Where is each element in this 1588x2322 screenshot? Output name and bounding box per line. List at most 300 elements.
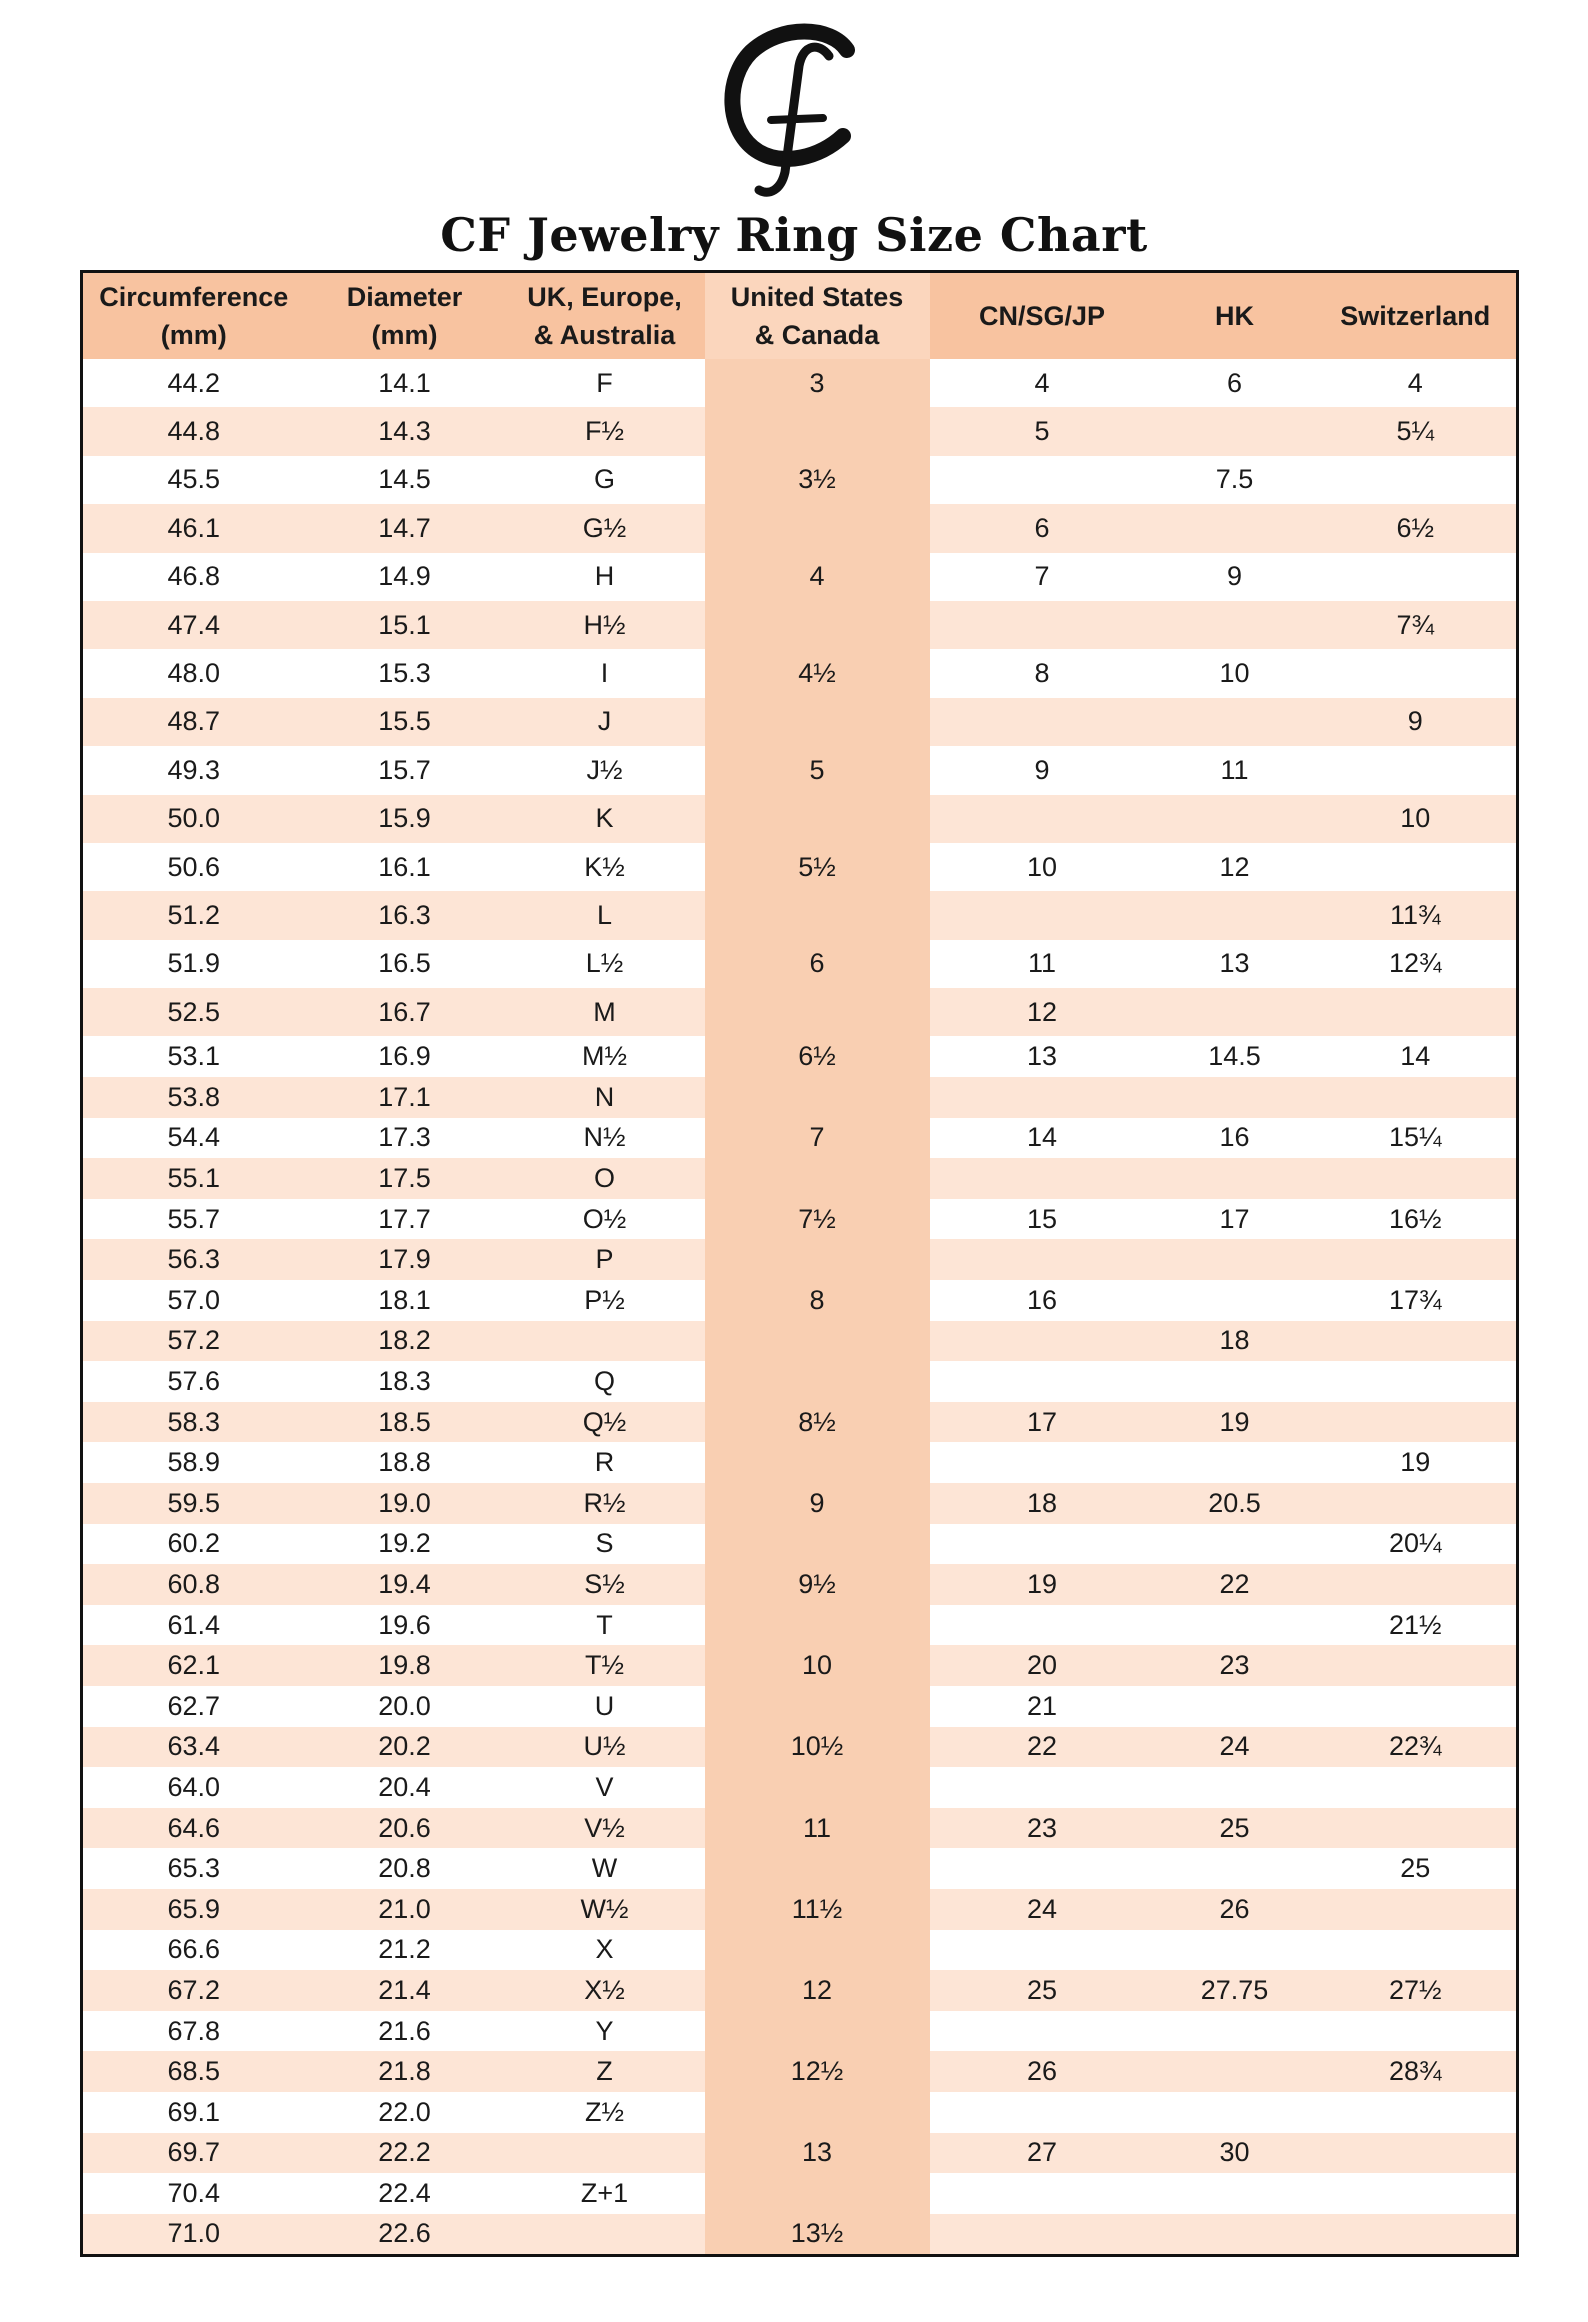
cell-cn-sg-jp: 18 — [930, 1483, 1155, 1524]
table-row — [82, 1158, 1518, 1199]
cell-circumference: 64.0 — [82, 1767, 305, 1808]
cell-cn-sg-jp — [930, 1158, 1155, 1199]
cell-switzerland: 21½ — [1315, 1605, 1518, 1646]
table-row — [82, 1280, 1518, 1321]
cell-switzerland: 9 — [1315, 698, 1518, 746]
cell-cn-sg-jp — [930, 1848, 1155, 1889]
cell-uk: O — [505, 1158, 705, 1199]
cell-diameter: 15.5 — [305, 698, 505, 746]
cell-circumference: 46.8 — [82, 553, 305, 601]
cell-cn-sg-jp: 4 — [930, 359, 1155, 407]
cell-cn-sg-jp — [930, 891, 1155, 939]
cell-cn-sg-jp — [930, 1442, 1155, 1483]
cell-switzerland — [1315, 1361, 1518, 1402]
cell-us — [705, 1524, 930, 1565]
cell-circumference: 68.5 — [82, 2051, 305, 2092]
cell-diameter: 17.3 — [305, 1118, 505, 1159]
table-row — [82, 407, 1518, 455]
cell-diameter: 21.2 — [305, 1930, 505, 1971]
cell-switzerland: 20¼ — [1315, 1524, 1518, 1565]
cell-uk: X½ — [505, 1970, 705, 2011]
cell-uk: Q½ — [505, 1402, 705, 1443]
cell-uk: K — [505, 795, 705, 843]
cell-hk: 11 — [1155, 746, 1315, 794]
cell-circumference: 66.6 — [82, 1930, 305, 1971]
cell-diameter: 19.0 — [305, 1483, 505, 1524]
cell-cn-sg-jp: 25 — [930, 1970, 1155, 2011]
table-row — [82, 1199, 1518, 1240]
cell-circumference: 52.5 — [82, 988, 305, 1036]
table-row — [82, 1361, 1518, 1402]
cell-circumference: 55.7 — [82, 1199, 305, 1240]
cell-diameter: 15.1 — [305, 601, 505, 649]
cell-hk — [1155, 1686, 1315, 1727]
cell-hk — [1155, 601, 1315, 649]
table-body — [82, 359, 1518, 2256]
cell-cn-sg-jp: 7 — [930, 553, 1155, 601]
cell-hk — [1155, 1280, 1315, 1321]
cell-circumference: 46.1 — [82, 504, 305, 552]
cell-uk: I — [505, 649, 705, 697]
cell-hk: 24 — [1155, 1727, 1315, 1768]
table-row — [82, 2214, 1518, 2256]
cell-cn-sg-jp: 17 — [930, 1402, 1155, 1443]
cell-circumference: 62.1 — [82, 1645, 305, 1686]
table-row — [82, 456, 1518, 504]
cell-hk: 26 — [1155, 1889, 1315, 1930]
cell-hk: 13 — [1155, 940, 1315, 988]
cell-cn-sg-jp: 6 — [930, 504, 1155, 552]
cell-cn-sg-jp: 10 — [930, 843, 1155, 891]
cell-us: 8½ — [705, 1402, 930, 1443]
cell-cn-sg-jp: 9 — [930, 746, 1155, 794]
cell-circumference: 45.5 — [82, 456, 305, 504]
cell-hk — [1155, 795, 1315, 843]
cell-switzerland — [1315, 1321, 1518, 1362]
cell-us: 3 — [705, 359, 930, 407]
table-row — [82, 359, 1518, 407]
cell-uk: J — [505, 698, 705, 746]
cell-switzerland: 10 — [1315, 795, 1518, 843]
cell-uk — [505, 2133, 705, 2174]
cell-us — [705, 601, 930, 649]
cell-diameter: 19.2 — [305, 1524, 505, 1565]
cell-uk: P — [505, 1239, 705, 1280]
table-row — [82, 2092, 1518, 2133]
cell-hk — [1155, 988, 1315, 1036]
cell-uk: Y — [505, 2011, 705, 2052]
cell-circumference: 44.8 — [82, 407, 305, 455]
cell-cn-sg-jp — [930, 1930, 1155, 1971]
header-uk-europe-australia: UK, Europe, & Australia — [505, 272, 705, 360]
cell-switzerland — [1315, 746, 1518, 794]
header-row — [82, 272, 1518, 360]
cell-circumference: 56.3 — [82, 1239, 305, 1280]
cell-uk: M — [505, 988, 705, 1036]
cell-circumference: 65.9 — [82, 1889, 305, 1930]
cell-us — [705, 795, 930, 843]
cell-circumference: 51.9 — [82, 940, 305, 988]
header-diameter: Diameter (mm) — [305, 272, 505, 360]
cell-circumference: 58.3 — [82, 1402, 305, 1443]
table-row — [82, 1442, 1518, 1483]
cell-switzerland — [1315, 1686, 1518, 1727]
cell-circumference: 60.2 — [82, 1524, 305, 1565]
cell-circumference: 54.4 — [82, 1118, 305, 1159]
cell-uk: M½ — [505, 1036, 705, 1077]
table-row — [82, 2011, 1518, 2052]
cell-circumference: 67.2 — [82, 1970, 305, 2011]
cell-diameter: 18.3 — [305, 1361, 505, 1402]
table-row — [82, 2051, 1518, 2092]
cell-diameter: 22.4 — [305, 2173, 505, 2214]
cell-circumference: 69.1 — [82, 2092, 305, 2133]
cell-switzerland — [1315, 1930, 1518, 1971]
cell-hk: 10 — [1155, 649, 1315, 697]
cell-us — [705, 407, 930, 455]
table-row — [82, 1889, 1518, 1930]
cell-hk: 7.5 — [1155, 456, 1315, 504]
cell-uk: V — [505, 1767, 705, 1808]
cell-hk: 20.5 — [1155, 1483, 1315, 1524]
cell-hk — [1155, 1442, 1315, 1483]
cell-us — [705, 1239, 930, 1280]
cell-uk: U — [505, 1686, 705, 1727]
cell-uk: R½ — [505, 1483, 705, 1524]
table-row — [82, 1524, 1518, 1565]
cell-us: 6½ — [705, 1036, 930, 1077]
cell-switzerland: 25 — [1315, 1848, 1518, 1889]
cell-us — [705, 2092, 930, 2133]
cell-diameter: 22.0 — [305, 2092, 505, 2133]
cell-switzerland: 4 — [1315, 359, 1518, 407]
table-row — [82, 1848, 1518, 1889]
cell-uk: R — [505, 1442, 705, 1483]
table-row — [82, 698, 1518, 746]
cell-circumference: 71.0 — [82, 2214, 305, 2256]
cell-us — [705, 1321, 930, 1362]
cell-switzerland — [1315, 2133, 1518, 2174]
cell-diameter: 20.2 — [305, 1727, 505, 1768]
cell-switzerland — [1315, 1564, 1518, 1605]
cell-diameter: 14.9 — [305, 553, 505, 601]
cell-diameter: 16.1 — [305, 843, 505, 891]
cell-hk — [1155, 1077, 1315, 1118]
cell-cn-sg-jp — [930, 2092, 1155, 2133]
cell-cn-sg-jp — [930, 1361, 1155, 1402]
cell-switzerland: 12¾ — [1315, 940, 1518, 988]
table-row — [82, 2133, 1518, 2174]
header-us-canada: United States & Canada — [705, 272, 930, 360]
cell-us — [705, 1077, 930, 1118]
cell-cn-sg-jp: 5 — [930, 407, 1155, 455]
cell-us — [705, 1442, 930, 1483]
cell-switzerland — [1315, 2214, 1518, 2256]
table-row — [82, 1402, 1518, 1443]
cell-us — [705, 2173, 930, 2214]
cell-cn-sg-jp: 8 — [930, 649, 1155, 697]
cell-us — [705, 1158, 930, 1199]
cell-hk — [1155, 2214, 1315, 2256]
cell-diameter: 14.1 — [305, 359, 505, 407]
cell-uk: G — [505, 456, 705, 504]
cell-us — [705, 1930, 930, 1971]
cell-hk — [1155, 698, 1315, 746]
table-row — [82, 988, 1518, 1036]
table-row — [82, 1605, 1518, 1646]
cell-circumference: 57.2 — [82, 1321, 305, 1362]
header-switzerland: Switzerland — [1315, 272, 1518, 360]
cell-cn-sg-jp — [930, 1239, 1155, 1280]
table-row — [82, 649, 1518, 697]
table-row — [82, 553, 1518, 601]
cell-switzerland — [1315, 1158, 1518, 1199]
cell-hk — [1155, 1361, 1315, 1402]
cell-hk — [1155, 1605, 1315, 1646]
cell-hk — [1155, 1239, 1315, 1280]
cell-cn-sg-jp: 14 — [930, 1118, 1155, 1159]
cell-circumference: 61.4 — [82, 1605, 305, 1646]
cell-switzerland — [1315, 2173, 1518, 2214]
cell-switzerland — [1315, 1889, 1518, 1930]
cell-circumference: 50.6 — [82, 843, 305, 891]
cell-hk — [1155, 2011, 1315, 2052]
cell-cn-sg-jp — [930, 2011, 1155, 2052]
table-row — [82, 601, 1518, 649]
cell-uk: W — [505, 1848, 705, 1889]
cell-cn-sg-jp — [930, 2214, 1155, 2256]
cell-cn-sg-jp: 19 — [930, 1564, 1155, 1605]
cell-us — [705, 698, 930, 746]
cell-us — [705, 891, 930, 939]
cell-diameter: 18.2 — [305, 1321, 505, 1362]
cell-uk: S — [505, 1524, 705, 1565]
cell-diameter: 14.5 — [305, 456, 505, 504]
logo — [0, 22, 1588, 212]
cell-diameter: 16.7 — [305, 988, 505, 1036]
cell-diameter: 14.7 — [305, 504, 505, 552]
cell-us: 9 — [705, 1483, 930, 1524]
cell-us: 10 — [705, 1645, 930, 1686]
table-row — [82, 1564, 1518, 1605]
cell-diameter: 20.4 — [305, 1767, 505, 1808]
cell-diameter: 16.3 — [305, 891, 505, 939]
cell-hk — [1155, 2092, 1315, 2133]
cell-cn-sg-jp: 16 — [930, 1280, 1155, 1321]
table-row — [82, 1930, 1518, 1971]
cell-us: 12½ — [705, 2051, 930, 2092]
cell-circumference: 44.2 — [82, 359, 305, 407]
cell-switzerland — [1315, 2092, 1518, 2133]
cell-diameter: 19.6 — [305, 1605, 505, 1646]
cell-switzerland — [1315, 2011, 1518, 2052]
cell-us: 7½ — [705, 1199, 930, 1240]
cell-cn-sg-jp: 12 — [930, 988, 1155, 1036]
cell-cn-sg-jp: 24 — [930, 1889, 1155, 1930]
cell-diameter: 17.7 — [305, 1199, 505, 1240]
cell-switzerland: 19 — [1315, 1442, 1518, 1483]
cell-diameter: 18.8 — [305, 1442, 505, 1483]
cell-uk: X — [505, 1930, 705, 1971]
cell-uk: Z — [505, 2051, 705, 2092]
cell-diameter: 19.8 — [305, 1645, 505, 1686]
cell-diameter: 20.6 — [305, 1808, 505, 1849]
cell-switzerland: 15¼ — [1315, 1118, 1518, 1159]
cell-uk: S½ — [505, 1564, 705, 1605]
cell-uk: T — [505, 1605, 705, 1646]
cell-uk: J½ — [505, 746, 705, 794]
table-row — [82, 1077, 1518, 1118]
cell-diameter: 17.1 — [305, 1077, 505, 1118]
cell-us: 4½ — [705, 649, 930, 697]
cell-switzerland: 27½ — [1315, 1970, 1518, 2011]
cell-switzerland: 14 — [1315, 1036, 1518, 1077]
table-row — [82, 1483, 1518, 1524]
table-row — [82, 1036, 1518, 1077]
cell-diameter: 16.5 — [305, 940, 505, 988]
cell-cn-sg-jp: 26 — [930, 2051, 1155, 2092]
cell-us — [705, 988, 930, 1036]
cell-uk: L½ — [505, 940, 705, 988]
cell-cn-sg-jp — [930, 2173, 1155, 2214]
cell-diameter: 21.8 — [305, 2051, 505, 2092]
cell-switzerland — [1315, 988, 1518, 1036]
header-cn-sg-jp: CN/SG/JP — [930, 272, 1155, 360]
cell-uk: T½ — [505, 1645, 705, 1686]
cell-switzerland — [1315, 553, 1518, 601]
table-row — [82, 1118, 1518, 1159]
cell-uk: W½ — [505, 1889, 705, 1930]
cell-switzerland — [1315, 1645, 1518, 1686]
cell-switzerland — [1315, 1077, 1518, 1118]
cell-hk — [1155, 1158, 1315, 1199]
cell-hk — [1155, 504, 1315, 552]
cell-cn-sg-jp: 22 — [930, 1727, 1155, 1768]
cell-cn-sg-jp: 27 — [930, 2133, 1155, 2174]
cell-us: 3½ — [705, 456, 930, 504]
cell-switzerland: 17¾ — [1315, 1280, 1518, 1321]
cell-uk: F — [505, 359, 705, 407]
cell-cn-sg-jp — [930, 456, 1155, 504]
cell-diameter: 16.9 — [305, 1036, 505, 1077]
table-row — [82, 843, 1518, 891]
cell-circumference: 57.0 — [82, 1280, 305, 1321]
cell-hk: 23 — [1155, 1645, 1315, 1686]
cell-uk: F½ — [505, 407, 705, 455]
cell-cn-sg-jp — [930, 1767, 1155, 1808]
cell-cn-sg-jp: 23 — [930, 1808, 1155, 1849]
cell-circumference: 64.6 — [82, 1808, 305, 1849]
cell-switzerland — [1315, 649, 1518, 697]
cell-uk: Q — [505, 1361, 705, 1402]
cell-switzerland — [1315, 456, 1518, 504]
cell-uk: H — [505, 553, 705, 601]
cell-diameter: 15.3 — [305, 649, 505, 697]
cell-us — [705, 2011, 930, 2052]
cell-circumference: 47.4 — [82, 601, 305, 649]
cell-us — [705, 504, 930, 552]
cell-hk: 6 — [1155, 359, 1315, 407]
cell-switzerland: 7¾ — [1315, 601, 1518, 649]
table-row — [82, 1686, 1518, 1727]
cell-circumference: 69.7 — [82, 2133, 305, 2174]
cell-hk: 22 — [1155, 1564, 1315, 1605]
table-row — [82, 2173, 1518, 2214]
cell-switzerland — [1315, 1239, 1518, 1280]
cell-us: 13½ — [705, 2214, 930, 2256]
cell-circumference: 55.1 — [82, 1158, 305, 1199]
table-row — [82, 1321, 1518, 1362]
cell-cn-sg-jp: 11 — [930, 940, 1155, 988]
cell-uk: V½ — [505, 1808, 705, 1849]
cell-diameter: 20.0 — [305, 1686, 505, 1727]
cell-diameter: 21.6 — [305, 2011, 505, 2052]
cell-diameter: 18.5 — [305, 1402, 505, 1443]
cell-hk: 18 — [1155, 1321, 1315, 1362]
cell-diameter: 17.9 — [305, 1239, 505, 1280]
cell-us: 5 — [705, 746, 930, 794]
cell-circumference: 70.4 — [82, 2173, 305, 2214]
cell-us: 4 — [705, 553, 930, 601]
cell-switzerland: 11¾ — [1315, 891, 1518, 939]
cf-monogram-logo — [719, 22, 869, 202]
cell-switzerland: 6½ — [1315, 504, 1518, 552]
cell-us: 11 — [705, 1808, 930, 1849]
cell-uk — [505, 2214, 705, 2256]
table-row — [82, 795, 1518, 843]
cell-switzerland — [1315, 1483, 1518, 1524]
cell-hk: 16 — [1155, 1118, 1315, 1159]
cell-cn-sg-jp — [930, 795, 1155, 843]
cell-us: 11½ — [705, 1889, 930, 1930]
table-row — [82, 746, 1518, 794]
cell-hk — [1155, 1930, 1315, 1971]
cell-uk — [505, 1321, 705, 1362]
chart-title: CF Jewelry Ring Size Chart — [440, 208, 1148, 262]
cell-uk: H½ — [505, 601, 705, 649]
cell-hk: 19 — [1155, 1402, 1315, 1443]
cell-hk: 14.5 — [1155, 1036, 1315, 1077]
cell-diameter: 21.4 — [305, 1970, 505, 2011]
cell-diameter: 21.0 — [305, 1889, 505, 1930]
cell-us: 5½ — [705, 843, 930, 891]
cell-diameter: 15.9 — [305, 795, 505, 843]
cell-switzerland — [1315, 843, 1518, 891]
cell-us: 13 — [705, 2133, 930, 2174]
cell-cn-sg-jp — [930, 698, 1155, 746]
cell-diameter: 18.1 — [305, 1280, 505, 1321]
cell-uk: L — [505, 891, 705, 939]
cell-cn-sg-jp: 21 — [930, 1686, 1155, 1727]
cell-hk: 25 — [1155, 1808, 1315, 1849]
cell-us: 7 — [705, 1118, 930, 1159]
cell-switzerland — [1315, 1402, 1518, 1443]
cell-cn-sg-jp — [930, 601, 1155, 649]
cell-switzerland: 28¾ — [1315, 2051, 1518, 2092]
cell-us: 8 — [705, 1280, 930, 1321]
cell-hk — [1155, 2051, 1315, 2092]
cell-switzerland: 16½ — [1315, 1199, 1518, 1240]
cell-circumference: 59.5 — [82, 1483, 305, 1524]
cell-uk: G½ — [505, 504, 705, 552]
cell-us — [705, 1848, 930, 1889]
cell-switzerland — [1315, 1808, 1518, 1849]
cell-uk: K½ — [505, 843, 705, 891]
cell-diameter: 19.4 — [305, 1564, 505, 1605]
cell-switzerland: 5¼ — [1315, 407, 1518, 455]
cell-us: 9½ — [705, 1564, 930, 1605]
table-row — [82, 1970, 1518, 2011]
